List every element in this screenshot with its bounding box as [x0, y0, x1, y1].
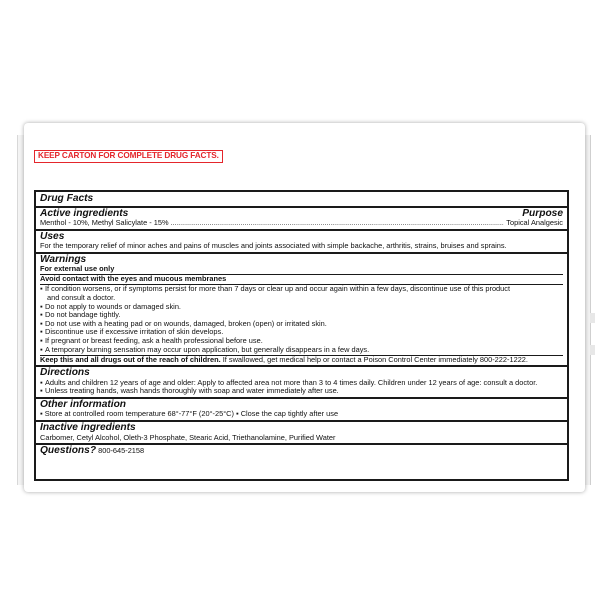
questions-phone: 800-645-2158 — [98, 446, 145, 456]
avoid-contact-text: Avoid contact with the eyes and mucous membranes — [40, 274, 227, 284]
warning-item: ▪ A temporary burning sensation may occur upon application, but generally disappears in a few days. — [40, 344, 370, 354]
active-ingredients-row — [40, 219, 563, 228]
carton-tab-mark — [590, 313, 595, 323]
questions-heading: Questions? — [40, 445, 97, 457]
inactive-ingredients-heading: Inactive ingredients — [40, 422, 136, 433]
directions-heading: Directions — [40, 367, 90, 379]
keep-carton-banner: KEEP CARTON FOR COMPLETE DRUG FACTS. — [34, 150, 223, 163]
drug-facts-panel — [34, 190, 569, 481]
directions-item: ▪ Unless treating hands, wash hands thoroughly with soap and water immediately after use. — [40, 386, 339, 396]
purpose-heading: Purpose — [522, 207, 563, 219]
other-information-item: ▪ Store at controlled room temperature 68°-77°F (20°-25°C) ▪ Close the cap tightly after use — [40, 409, 339, 419]
drug-facts-title: Drug Facts — [40, 193, 94, 204]
questions-row — [40, 445, 563, 457]
warning-item: ▪ Do not use with a heating pad or on wounds, damaged, broken (open) or irritated skin. — [40, 318, 327, 328]
directions-item: ▪ Adults and children 12 years of age and older: Apply to affected area not more than 3 to 4 times daily. Children under 12 years of age: consult a doctor. — [40, 377, 538, 387]
warning-item: ▪ Do not apply to wounds or damaged skin. — [40, 301, 181, 311]
uses-text: For the temporary relief of minor aches and pains of muscles and joints associated with simple backache, arthritis, strains, bruises and sprains. — [40, 241, 507, 251]
warning-item-continued: and consult a doctor. — [47, 292, 116, 302]
warning-item: ▪ Do not bandage tightly. — [40, 310, 121, 320]
warning-item: ▪ If pregnant or breast feeding, ask a health professional before use. — [40, 335, 263, 345]
keep-out-of-reach-text: Keep this and all drugs out of the reach of children. If swallowed, get medical help or contact a Poison Control Center immediately 800-222-1222. — [40, 354, 528, 364]
uses-heading: Uses — [40, 230, 65, 242]
leader-dots — [171, 219, 505, 228]
warning-item: ▪ Discontinue use if excessive irritation of skin develops. — [40, 327, 224, 337]
carton-tab-mark — [590, 345, 595, 355]
active-ingredients-heading: Active ingredients — [40, 207, 129, 219]
external-use-text: For external use only — [40, 264, 115, 274]
purpose-text: Topical Analgesic — [506, 218, 563, 227]
carton-right-edge — [585, 135, 591, 485]
active-ingredients-text: Menthol - 10%, Methyl Salicylate - 15% — [40, 218, 169, 227]
warning-item: ▪ If condition worsens, or if symptoms persist for more than 7 days or clear up and occur again within a few days, discontinue use of this product — [40, 284, 511, 294]
other-information-heading: Other information — [40, 398, 127, 410]
warnings-heading: Warnings — [40, 253, 87, 265]
carton-left-edge — [17, 135, 24, 485]
inactive-ingredients-text: Carbomer, Cetyl Alcohol, Oleth-3 Phosphate, Stearic Acid, Triethanolamine, Purified Water — [40, 432, 336, 442]
